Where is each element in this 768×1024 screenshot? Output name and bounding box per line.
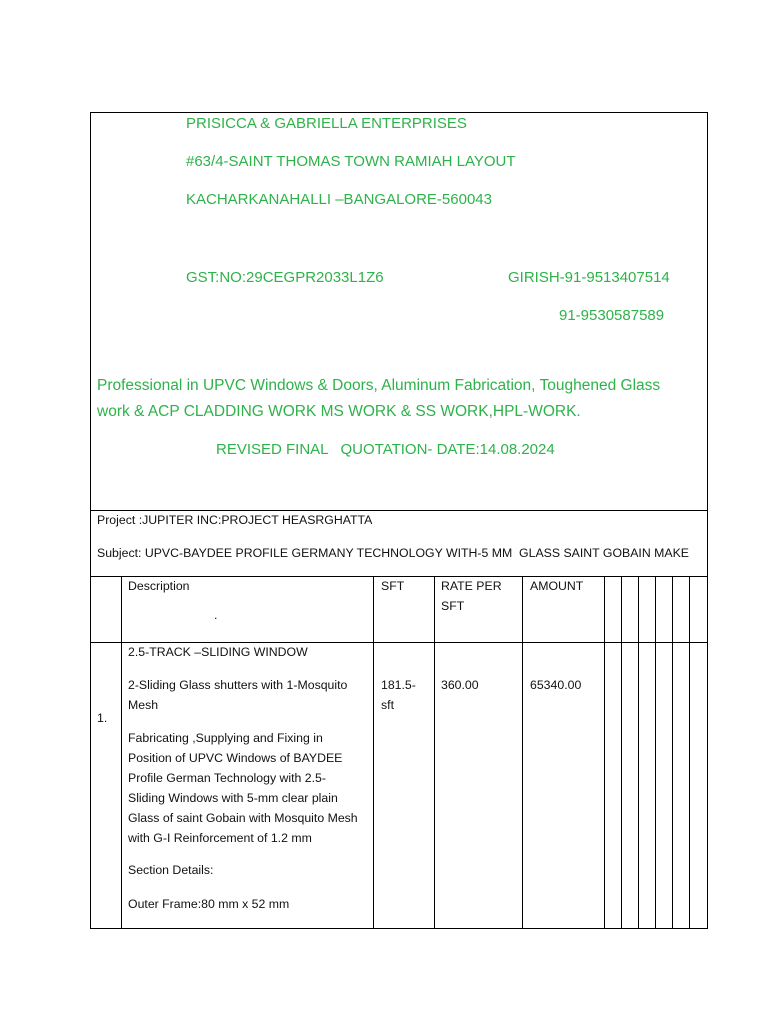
border-left	[90, 112, 91, 929]
phone-1: GIRISH-91-9513407514	[508, 269, 670, 286]
header-divider	[90, 510, 708, 511]
quotation-title: REVISED FINAL QUOTATION- DATE:14.08.2024	[216, 441, 555, 458]
row-para-line-3: Profile German Technology with 2.5-	[128, 771, 326, 785]
header-description: Description	[128, 579, 190, 593]
tagline-line-1: Professional in UPVC Windows & Doors, Aluminum Fabrication, Toughened Glass	[97, 377, 661, 394]
row-outer-frame: Outer Frame:80 mm x 52 mm	[128, 897, 290, 911]
col-line-extra2	[638, 576, 639, 929]
col-line-extra5	[689, 576, 690, 929]
header-amount: AMOUNT	[530, 579, 584, 593]
col-line-extra3	[655, 576, 656, 929]
tagline-line-2: work & ACP CLADDING WORK MS WORK & SS WORK,HPL-WORK.	[97, 403, 581, 420]
col-line-sno	[121, 576, 122, 929]
row-sft-line-1: 181.5-	[381, 678, 416, 692]
col-line-amount	[604, 576, 605, 929]
row-serial-number: 1.	[97, 711, 108, 725]
header-sft: SFT	[381, 579, 405, 593]
header-rate-line1: RATE PER	[441, 579, 502, 593]
table-header-divider	[90, 642, 708, 643]
row-desc-line-1: 2-Sliding Glass shutters with 1-Mosquito	[128, 678, 348, 692]
phone-2: 91-9530587589	[559, 307, 665, 324]
project-line: Project :JUPITER INC:PROJECT HEASRGHATTA	[97, 513, 373, 527]
border-right	[707, 112, 708, 929]
row-para-line-6: with G-I Reinforcement of 1.2 mm	[128, 831, 312, 845]
address-line-2: KACHARKANAHALLI –BANGALORE-560043	[186, 191, 492, 208]
header-rate-line2: SFT	[441, 599, 465, 613]
col-line-extra1	[621, 576, 622, 929]
row-para-line-1: Fabricating ,Supplying and Fixing in	[128, 731, 323, 745]
row-para-line-4: Sliding Windows with 5-mm clear plain	[128, 791, 338, 805]
row-para-line-2: Position of UPVC Windows of BAYDEE	[128, 751, 343, 765]
company-name: PRISICCA & GABRIELLA ENTERPRISES	[186, 115, 467, 132]
col-line-sft	[434, 576, 435, 929]
subject-line: Subject: UPVC-BAYDEE PROFILE GERMANY TECHNOLOGY WITH-5 MM GLASS SAINT GOBAIN MAKE	[97, 546, 689, 560]
gst-number: GST:NO:29CEGPR2033L1Z6	[186, 269, 384, 286]
row-sft-line-2: sft	[381, 698, 394, 712]
row-amount: 65340.00	[530, 678, 582, 692]
project-divider	[90, 576, 708, 577]
border-top	[90, 112, 708, 113]
row-desc-line-2: Mesh	[128, 698, 159, 712]
row-title: 2.5-TRACK –SLIDING WINDOW	[128, 645, 308, 659]
row-rate: 360.00	[441, 678, 479, 692]
col-line-rate	[522, 576, 523, 929]
col-line-desc	[373, 576, 374, 929]
address-line-1: #63/4-SAINT THOMAS TOWN RAMIAH LAYOUT	[186, 153, 516, 170]
header-dot: .	[214, 608, 218, 622]
row-para-line-5: Glass of saint Gobain with Mosquito Mesh	[128, 811, 358, 825]
col-line-extra4	[672, 576, 673, 929]
row-section-details: Section Details:	[128, 863, 214, 877]
border-bottom	[90, 928, 708, 929]
